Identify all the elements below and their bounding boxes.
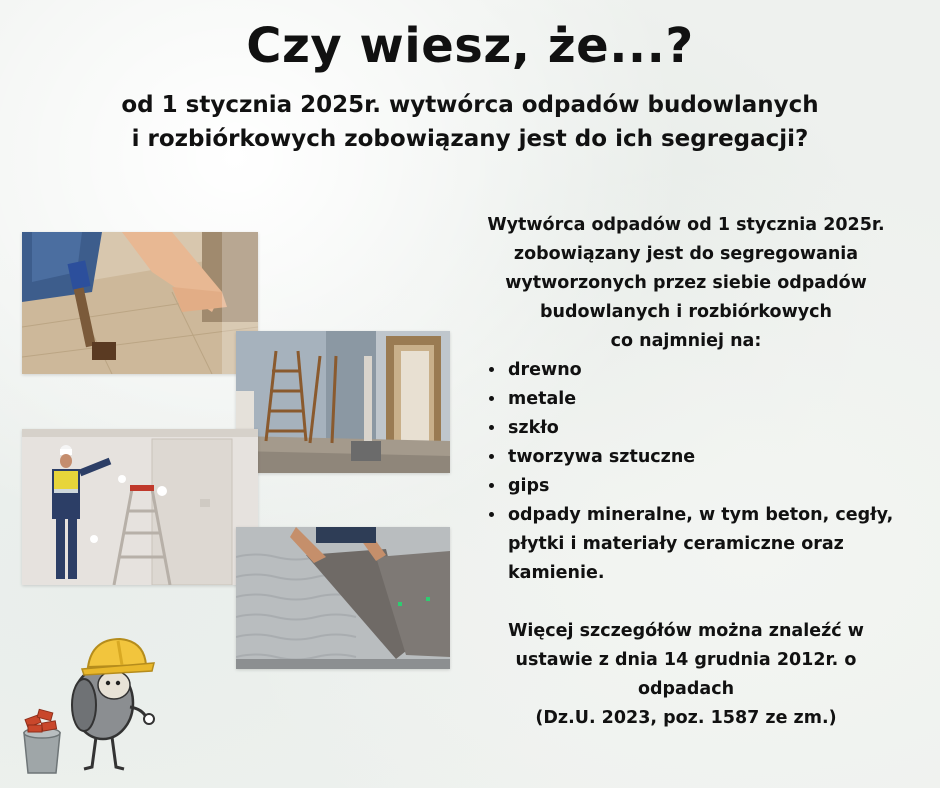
info-more-line: (Dz.U. 2023, poz. 1587 ze zm.) [535, 708, 837, 728]
list-item: • szkło [506, 414, 906, 443]
info-lead [466, 211, 906, 356]
list-item: • metale [506, 385, 906, 414]
info-lead-line: budowlanych i rozbiórkowych [539, 302, 832, 322]
info-lead-line: zobowiązany jest do segregowania [513, 244, 859, 264]
list-item: • drewno [506, 356, 906, 385]
info-more-line: odpadach [637, 679, 735, 699]
subtitle-line: i rozbiórkowych zobowiązany jest do ich segregacji? [131, 126, 809, 152]
info-lead-line: wytworzonych przez siebie odpadów [505, 273, 867, 293]
list-item: • tworzywa sztuczne [506, 443, 906, 472]
info-lead-line: co najmniej na: [610, 331, 762, 351]
photo-worker-plastering [22, 429, 258, 585]
info-lead-line: Wytwórca odpadów od 1 stycznia 2025r. [487, 215, 885, 235]
photo-renovation-room [236, 331, 450, 473]
info-panel [466, 211, 906, 733]
page-subtitle [40, 88, 900, 156]
subtitle-line: od 1 stycznia 2025r. wytwórca odpadów budowlanych [121, 92, 819, 118]
info-more-line: ustawie z dnia 14 grudnia 2012r. o [515, 650, 857, 670]
info-more [466, 617, 906, 733]
worker-mascot-icon [18, 625, 168, 775]
photo-floor-laying [22, 232, 258, 374]
list-item: • odpady mineralne, w tym beton, cegły, płytki i materiały ceramiczne oraz kamienie. [506, 501, 906, 588]
list-item: • gips [506, 472, 906, 501]
waste-category-list [466, 356, 906, 588]
info-more-line: Więcej szczegółów można znaleźć w [508, 621, 864, 641]
photo-tile-laying [236, 527, 450, 669]
page-title: Czy wiesz, że...? [246, 18, 694, 74]
